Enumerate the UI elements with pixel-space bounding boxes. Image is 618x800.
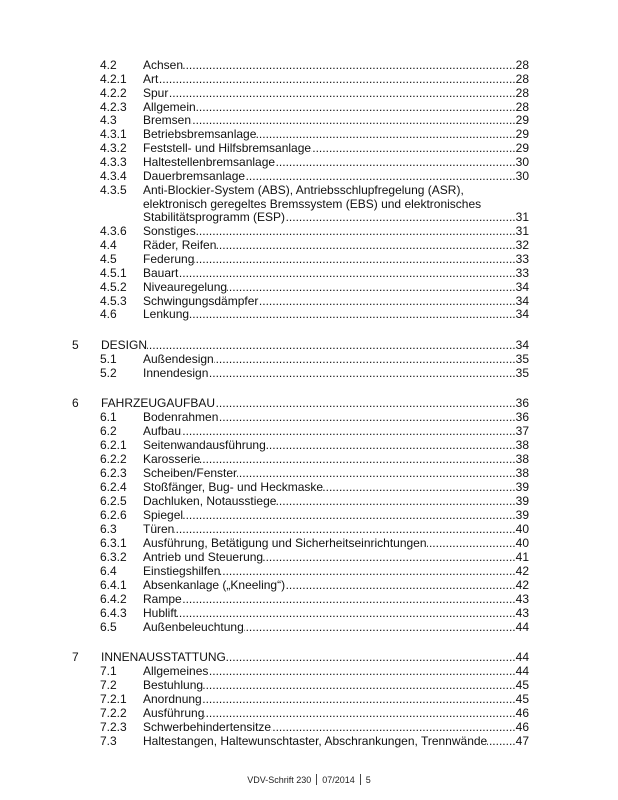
dot-leader [285,578,516,592]
entry-number: 4.3.3 [100,155,127,170]
entry-page-number: 45 [515,678,529,692]
toc-entry-6-2-5[interactable] [72,494,529,508]
dot-leader [194,253,515,267]
dot-leader [427,536,516,550]
entry-number: 6.1 [100,410,117,424]
entry-number: 6.2.6 [100,508,127,522]
entry-title: Räder, Reifen [143,238,217,253]
entry-number: 4.2.3 [100,99,127,114]
dot-leader [258,295,515,309]
toc-entry-4-5-2[interactable] [72,281,529,295]
entry-page-number: 33 [515,265,529,280]
entry-page-number: 44 [515,664,529,678]
entry-title: Außenbeleuchtung [143,620,244,634]
entry-title: Ausführung, Betätigung und Sicherheitseinrichtungen [143,536,427,550]
entry-title: Schwingungsdämpfer [143,293,259,308]
entry-title: Türen [143,522,175,536]
entry-page-number: 44 [515,620,529,634]
entry-title: Stoßfänger, Bug- und Heckmaske [143,480,324,494]
entry-number: 4.3 [100,113,117,128]
entry-page-number: 28 [515,71,529,86]
entry-number: 4.6 [100,307,117,322]
toc-entry-4-3-3[interactable] [72,156,529,170]
dot-leader [174,522,515,536]
dot-leader [196,225,516,239]
entry-number: 6.5 [100,620,117,634]
toc-entry-6-2-6[interactable] [72,508,529,522]
entry-page-number: 29 [515,113,529,128]
entry-number: 6.2.4 [100,480,127,494]
toc-entry-4-3-1[interactable] [72,128,529,142]
entry-title: Ausführung [143,706,205,720]
entry-number: 4.3.1 [100,127,127,142]
entry-number: 6.2.3 [100,466,127,480]
chapter-title: DESIGN [101,338,148,352]
dot-leader [271,720,516,734]
entry-page-number: 39 [515,508,529,522]
toc-entry-6-3[interactable] [72,522,529,536]
entry-title: Betriebsbremsanlage [143,127,257,142]
toc-chapter-6-group [72,396,529,634]
entry-title: Bremsen [143,113,192,128]
entry-number: 4.4 [100,238,117,253]
chapter-title: FAHRZEUGAUFBAU [101,396,216,410]
toc-entry-6-4-3[interactable] [72,606,529,620]
entry-title: Federung [143,252,195,267]
toc-entry-5-1[interactable] [72,352,529,366]
dot-leader [204,706,515,720]
page-footer [0,774,618,786]
entry-page-number: 35 [515,366,529,380]
entry-title: Allgemeines [143,664,209,678]
entry-number: 5.2 [100,366,117,380]
entry-number: 6.2.5 [100,494,127,508]
entry-number: 4.5.2 [100,279,127,294]
entry-page-number: 46 [515,720,529,734]
dot-leader [256,128,515,142]
entry-page-number: 40 [515,522,529,536]
entry-page-number: 34 [515,279,529,294]
entry-number: 4.2.2 [100,85,127,100]
entry-page-number: 33 [515,252,529,267]
entry-number: 6.4.1 [100,578,127,592]
dot-leader [178,267,515,281]
entry-title: Schwerbehindertensitze [143,720,272,734]
toc-entry-6-4-1[interactable] [72,578,529,592]
dot-leader [487,734,515,748]
entry-title: Haltestangen, Haltewunschtaster, Abschrankungen, Trennwände [143,734,488,748]
entry-page-number: 41 [515,550,529,564]
dot-leader [177,606,516,620]
entry-page-number: 38 [515,452,529,466]
entry-page-number: 34 [515,307,529,322]
dot-leader [183,59,516,73]
dot-leader [202,692,516,706]
toc-chapter-4-continued [72,59,529,322]
entry-number: 4.2.1 [100,71,127,86]
entry-page-number: 42 [515,564,529,578]
footer-separator [360,774,361,785]
toc-entry-6-2[interactable] [72,424,529,438]
entry-number: 6.2 [100,424,117,438]
toc-entry-4-2-1[interactable] [72,73,529,87]
entry-page-number: 43 [515,606,529,620]
entry-number: 7.1 [100,664,117,678]
entry-number: 7.3 [100,734,117,748]
entry-page-number: 39 [515,480,529,494]
dot-leader [323,480,516,494]
dot-leader [226,650,516,664]
dot-leader [200,452,515,466]
entry-page-number: 31 [515,224,529,239]
entry-number: 6.2.2 [100,452,127,466]
entry-title: Aufbau [143,424,182,438]
toc-chapter-7[interactable] [72,650,529,664]
chapter-number: 6 [72,396,79,410]
entry-number: 6.2.1 [100,438,127,452]
entry-page-number: 35 [515,352,529,366]
entry-title: Bodenrahmen [143,410,219,424]
entry-page-number: 40 [515,536,529,550]
entry-page-number: 38 [515,438,529,452]
entry-title: Feststell- und Hilfsbremsanlage [143,141,312,156]
dot-leader [191,114,516,128]
entry-page-number: 37 [515,424,529,438]
entry-title: Spur [143,85,169,100]
dot-leader [203,678,516,692]
entry-title-block [143,184,529,226]
entry-number: 4.5 [100,252,117,267]
toc-entry-4-3-2[interactable] [72,142,529,156]
entry-title: Bauart [143,265,179,280]
dot-leader [218,410,515,424]
entry-number: 7.2.1 [100,692,127,706]
entry-title: Art [143,71,159,86]
footer-page-number: 5 [365,775,371,785]
toc-entry-5-2[interactable] [72,366,529,380]
entry-title: Anordnung [143,692,202,706]
entry-number: 6.4.3 [100,606,127,620]
dot-leader [285,211,516,225]
toc-entry-6-1[interactable] [72,410,529,424]
dot-leader [182,592,516,606]
dot-leader [183,508,516,522]
dot-leader [245,170,516,184]
entry-number: 4.3.6 [100,224,127,239]
footer-document-name: VDV-Schrift 230 [247,775,312,785]
toc-entry-4-3-6[interactable] [72,225,529,239]
entry-page-number: 46 [515,706,529,720]
entry-page-number: 47 [515,734,529,748]
entry-page-number: 43 [515,592,529,606]
toc-entry-6-2-4[interactable] [72,480,529,494]
chapter-title: INNENAUSSTATTUNG [101,650,226,664]
toc-entry-4-5-1[interactable] [72,267,529,281]
entry-page-number: 38 [515,466,529,480]
entry-title: Bestuhlung [143,678,204,692]
toc-entry-4-3-4[interactable] [72,170,529,184]
entry-page-number: 30 [515,155,529,170]
toc-chapter-5[interactable] [72,338,529,352]
dot-leader [237,466,516,480]
entry-title: Niveauregelung [143,279,228,294]
entry-title-line: elektronisch geregeltes Bremssystem (EBS) und elektronisches [143,196,482,211]
dot-leader [263,550,516,564]
entry-title: Absenkanlage („Kneeling“) [143,578,286,592]
dot-leader [147,338,516,352]
footer-separator [316,774,317,785]
toc-chapter-6[interactable] [72,396,529,410]
entry-page-number: 29 [515,141,529,156]
toc-entry-6-2-3[interactable] [72,466,529,480]
entry-page-number: 30 [515,168,529,183]
entry-title: Außendesign [143,352,214,366]
entry-number: 4.5.1 [100,265,127,280]
entry-number: 5.1 [100,352,117,366]
entry-title: Lenkung [143,307,190,322]
entry-title: Einstiegshilfen [143,564,221,578]
dot-leader [276,494,515,508]
entry-number: 6.4 [100,564,117,578]
entry-title: Hublift [143,606,178,620]
toc-entry-4-6[interactable] [72,308,529,322]
chapter-page-number: 44 [515,650,529,664]
entry-title: Innendesign [143,366,209,380]
entry-page-number: 36 [515,410,529,424]
dot-leader [181,424,516,438]
entry-page-number: 29 [515,127,529,142]
entry-number: 4.3.5 [100,182,127,197]
dot-leader [220,564,515,578]
entry-title: Sonstiges [143,224,196,239]
entry-title: Spiegel [143,508,184,522]
entry-title: Dauerbremsanlage [143,168,246,183]
toc-entry-4-3[interactable] [72,114,529,128]
dot-leader [208,366,515,380]
toc-entry-6-5[interactable] [72,620,529,634]
entry-title: Rampe [143,592,182,606]
entry-title: Antrieb und Steuerung [143,550,264,564]
toc-entry-4-2-3[interactable] [72,101,529,115]
toc-entry-4-5[interactable] [72,253,529,267]
dot-leader [158,73,515,87]
toc-entry-7-2[interactable] [72,678,529,692]
toc-entry-6-3-2[interactable] [72,550,529,564]
entry-number: 4.2 [100,58,117,72]
dot-leader [189,308,516,322]
entry-title: Seitenwandausführung [143,438,266,452]
entry-title: Karosserie [143,452,201,466]
chapter-number: 5 [72,338,79,352]
entry-title-line: Anti-Blockier-System (ABS), Antriebsschlupfregelung (ASR), [143,182,464,197]
chapter-page-number: 36 [515,396,529,410]
footer-date: 07/2014 [322,775,355,785]
toc-chapter-5-group [72,338,529,380]
entry-page-number: 31 [515,210,529,225]
entry-number: 4.5.3 [100,293,127,308]
dot-leader [244,620,516,634]
toc-entry-6-4-2[interactable] [72,592,529,606]
entry-number: 7.2.3 [100,720,127,734]
dot-leader [311,142,516,156]
toc-entry-4-3-5[interactable] [72,184,529,226]
entry-number: 6.3.2 [100,550,127,564]
toc-entry-7-1[interactable] [72,664,529,678]
entry-number: 7.2 [100,678,117,692]
dot-leader [208,664,515,678]
chapter-number: 7 [72,650,79,664]
dot-leader [227,281,516,295]
dot-leader [214,352,516,366]
entry-page-number: 28 [515,85,529,100]
dot-leader [216,239,515,253]
toc-entry-7-2-2[interactable] [72,706,529,720]
entry-page-number: 42 [515,578,529,592]
toc-entry-7-3[interactable] [72,734,529,748]
entry-page-number: 45 [515,692,529,706]
toc-chapter-7-group [72,650,529,748]
entry-page-number: 28 [515,58,529,72]
entry-number: 7.2.2 [100,706,127,720]
dot-leader [168,87,515,101]
entry-page-number: 28 [515,99,529,114]
entry-title-line: Stabilitätsprogramm (ESP) [143,210,286,225]
toc-entry-4-2-2[interactable] [72,87,529,101]
entry-title: Scheiben/Fenster [143,466,238,480]
entry-number: 6.3.1 [100,536,127,550]
toc-entry-6-2-1[interactable] [72,438,529,452]
chapter-page-number: 34 [515,338,529,352]
toc-entry-4-2[interactable] [72,59,529,73]
toc-entry-4-4[interactable] [72,239,529,253]
toc-entry-4-5-3[interactable] [72,295,529,309]
dot-leader [215,396,516,410]
entry-title: Haltestellenbremsanlage [143,155,276,170]
dot-leader [196,101,516,115]
entry-title-last-line [143,211,529,225]
dot-leader [275,156,516,170]
entry-number: 4.3.4 [100,168,127,183]
toc-entry-6-3-1[interactable] [72,536,529,550]
entry-title: Allgemein [143,99,196,114]
entry-page-number: 34 [515,293,529,308]
toc-entry-7-2-3[interactable] [72,720,529,734]
dot-leader [266,438,516,452]
entry-number: 6.4.2 [100,592,127,606]
entry-number: 4.3.2 [100,141,127,156]
entry-page-number: 32 [515,238,529,253]
toc-entry-6-2-2[interactable] [72,452,529,466]
entry-title: Dachluken, Notausstiege [143,494,277,508]
entry-number: 6.3 [100,522,117,536]
entry-title: Achsen [143,58,184,72]
entry-page-number: 39 [515,494,529,508]
toc-entry-7-2-1[interactable] [72,692,529,706]
toc-entry-6-4[interactable] [72,564,529,578]
